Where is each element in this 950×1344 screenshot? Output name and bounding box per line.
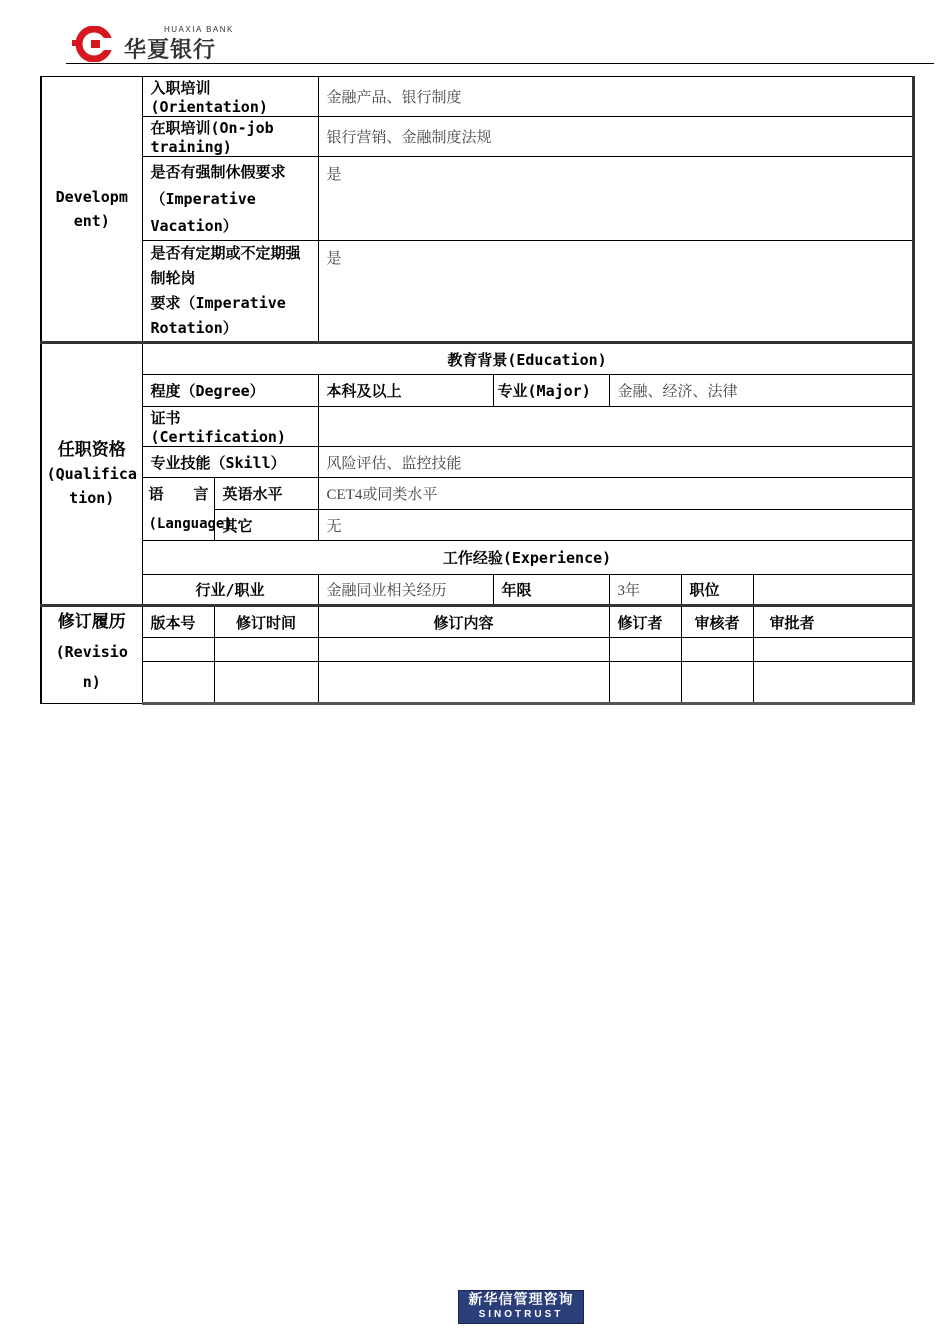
english-level-label: 英语水平 <box>214 478 318 510</box>
imperative-rotation-label <box>142 241 318 343</box>
skill-value: 风险评估、监控技能 <box>318 447 913 478</box>
table-row <box>41 478 913 510</box>
language-label <box>142 478 233 541</box>
imperative-rotation-label-line2: 要求（Imperative Rotation） <box>150 294 286 337</box>
language-label-cn: 语 言 <box>148 485 209 503</box>
qualification-section-label <box>41 343 142 606</box>
table-row <box>41 157 913 241</box>
revision-cell[interactable] <box>753 638 913 662</box>
revision-header-reviewer: 审核者 <box>681 606 753 638</box>
revision-cell[interactable] <box>214 638 318 662</box>
revision-label-cn: 修订履历 <box>57 612 126 632</box>
table-row <box>41 447 913 478</box>
degree-label: 程度（Degree） <box>142 375 318 407</box>
other-language-value: 无 <box>318 510 913 541</box>
table-row <box>41 407 913 447</box>
certification-label: 证书(Certification) <box>142 407 318 447</box>
revision-header-content: 修订内容 <box>318 606 609 638</box>
position-value <box>753 575 913 606</box>
revision-cell[interactable] <box>609 662 681 704</box>
table-row <box>41 541 913 575</box>
table-row <box>41 77 913 117</box>
revision-cell[interactable] <box>318 662 609 704</box>
job-spec-table <box>40 76 915 705</box>
english-level-value: CET4或同类水平 <box>318 478 913 510</box>
other-language-label: 其它 <box>214 510 318 541</box>
years-label: 年限 <box>493 575 609 606</box>
revision-cell[interactable] <box>214 662 318 704</box>
table-row <box>41 638 913 662</box>
revision-cell[interactable] <box>681 638 753 662</box>
revision-header-version: 版本号 <box>142 606 214 638</box>
revision-header-reviser: 修订者 <box>609 606 681 638</box>
onjob-training-label: 在职培训(On-job training) <box>142 117 318 157</box>
experience-title: 工作经验(Experience) <box>142 541 913 575</box>
skill-label: 专业技能（Skill） <box>142 447 318 478</box>
table-row <box>41 343 913 375</box>
qualification-label-cn: 任职资格 <box>57 440 126 460</box>
imperative-vacation-label <box>142 157 318 241</box>
language-label-en: (Language) <box>148 516 233 532</box>
revision-cell[interactable] <box>681 662 753 704</box>
table-row <box>41 117 913 157</box>
table-row <box>41 575 913 606</box>
revision-cell[interactable] <box>609 638 681 662</box>
revision-label-en: (Revision) <box>55 643 128 691</box>
footer-brand-en: SINOTRUST <box>478 1309 564 1320</box>
imperative-vacation-value: 是 <box>318 157 913 241</box>
footer-brand-cn: 新华信管理咨询 <box>468 1292 574 1308</box>
industry-value: 金融同业相关经历 <box>318 575 493 606</box>
revision-cell[interactable] <box>142 662 214 704</box>
qualification-label-en: (Qualification) <box>46 465 137 507</box>
orientation-value: 金融产品、银行制度 <box>318 77 913 117</box>
revision-header-approver: 审批者 <box>753 606 913 638</box>
major-label: 专业(Major) <box>493 375 609 407</box>
huaxia-bank-logo-icon <box>72 26 112 62</box>
table-row <box>41 375 913 407</box>
revision-cell[interactable] <box>753 662 913 704</box>
imperative-rotation-label-line1: 是否有定期或不定期强制轮岗 <box>150 244 301 287</box>
industry-label: 行业/职业 <box>142 575 318 606</box>
table-row <box>41 606 913 638</box>
imperative-vacation-label-cn: 是否有强制休假要求 <box>150 163 286 181</box>
bank-name-en: HUAXIA BANK <box>164 25 234 34</box>
degree-value: 本科及以上 <box>318 375 493 407</box>
position-label: 职位 <box>681 575 753 606</box>
bank-name-cn: 华夏银行 <box>124 38 217 63</box>
revision-cell[interactable] <box>318 638 609 662</box>
development-section-label: Development) <box>41 77 142 343</box>
header-rule <box>66 63 934 64</box>
onjob-training-value: 银行营销、金融制度法规 <box>318 117 913 157</box>
imperative-vacation-label-en: （Imperative Vacation） <box>150 190 256 235</box>
revision-cell[interactable] <box>142 638 214 662</box>
revision-header-time: 修订时间 <box>214 606 318 638</box>
page-header <box>0 0 950 70</box>
years-value: 3年 <box>609 575 681 606</box>
orientation-label: 入职培训(Orientation) <box>142 77 318 117</box>
major-value: 金融、经济、法律 <box>609 375 913 407</box>
certification-value <box>318 407 913 447</box>
imperative-rotation-value: 是 <box>318 241 913 343</box>
revision-section-label <box>41 606 142 704</box>
education-title: 教育背景(Education) <box>142 343 913 375</box>
table-row <box>41 241 913 343</box>
sinotrust-logo <box>458 1290 584 1324</box>
table-row <box>41 662 913 704</box>
